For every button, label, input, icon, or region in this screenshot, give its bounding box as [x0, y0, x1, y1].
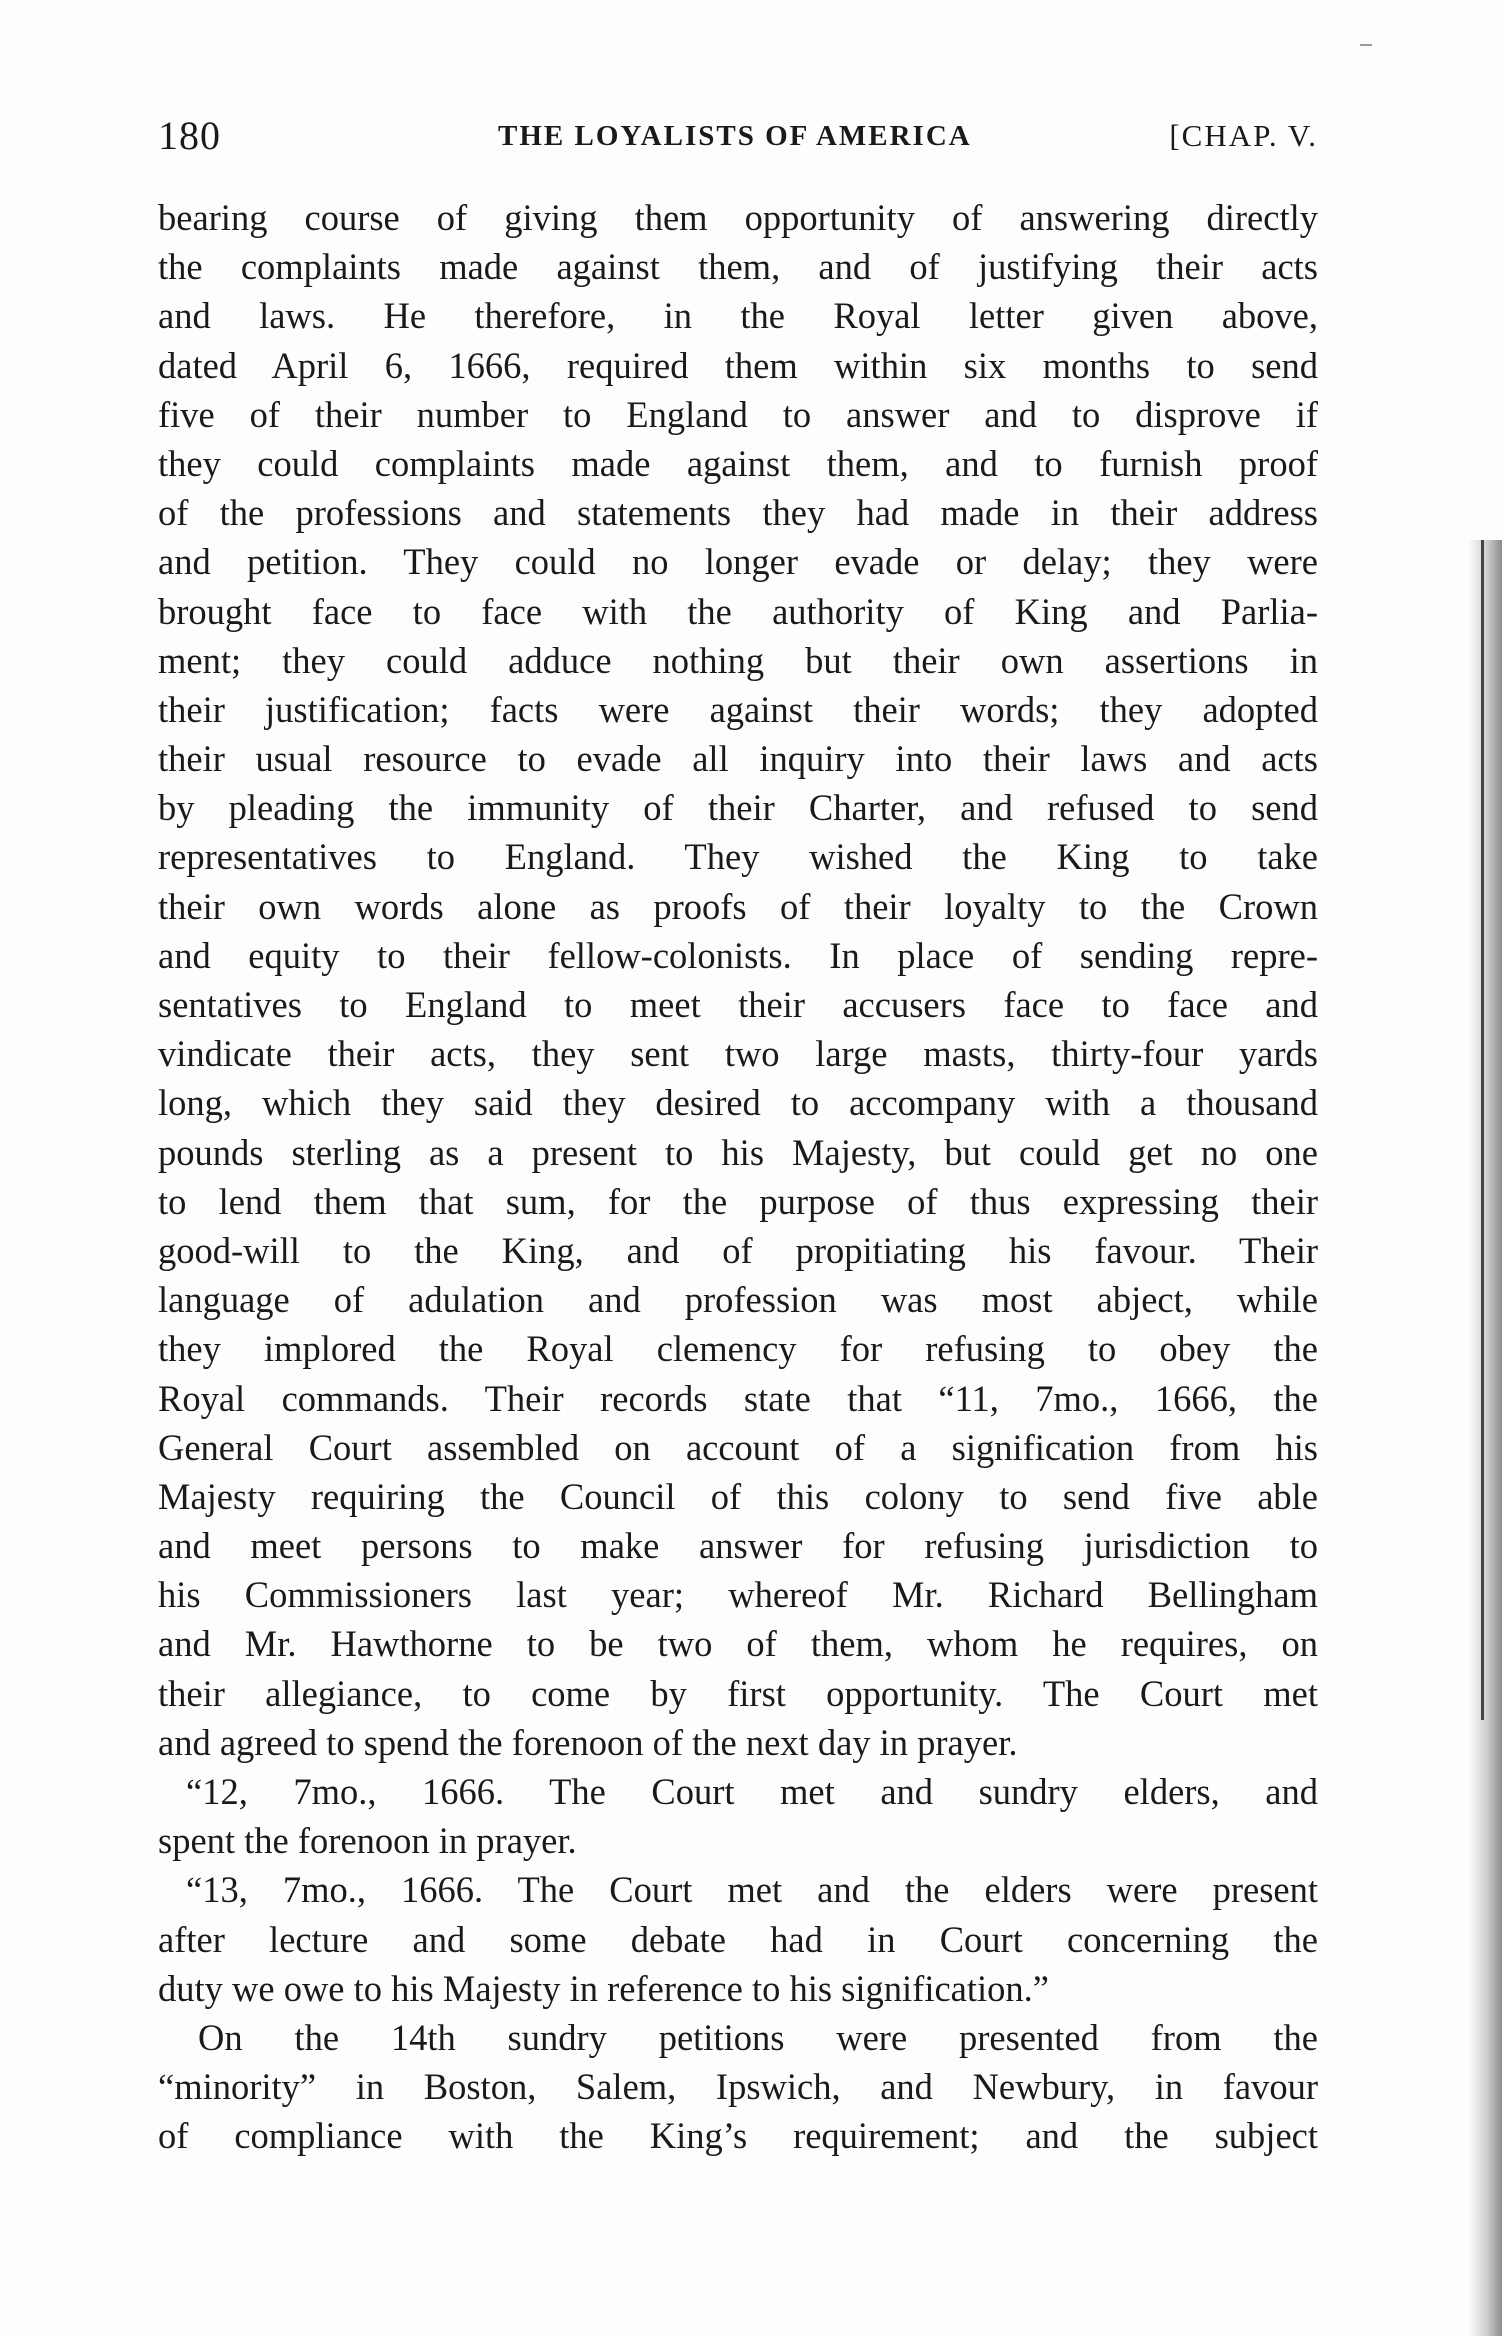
text-line: Majesty requiring the Council of this colony to send five able: [158, 1475, 1318, 1517]
text-line: Royal commands. Their records state that “11, 7mo., 1666, the: [158, 1377, 1318, 1419]
text-line: by pleading the immunity of their Charter, and refused to send: [158, 787, 1318, 829]
text-line: they could complaints made against them, and to furnish proof: [158, 442, 1318, 484]
text-line: and agreed to spend the forenoon of the next day in prayer.: [158, 1721, 1018, 1763]
text-line: spent the forenoon in prayer.: [158, 1820, 577, 1862]
text-line: On the 14th sundry petitions were presented from the: [198, 2016, 1318, 2058]
text-line: language of adulation and profession was most abject, while: [158, 1279, 1318, 1321]
text-line: long, which they said they desired to accompany with a thousand: [158, 1082, 1318, 1124]
text-line: pounds sterling as a present to his Majesty, but could get no one: [158, 1131, 1318, 1173]
text-line: good-will to the King, and of propitiating his favour. Their: [158, 1229, 1318, 1271]
text-line: General Court assembled on account of a signification from his: [158, 1426, 1318, 1468]
body-text: [158, 193, 1318, 2161]
scan-mark: [1360, 44, 1372, 46]
text-line: their own words alone as proofs of their loyalty to the Crown: [158, 885, 1318, 927]
text-line: to lend them that sum, for the purpose of thus expressing their: [158, 1180, 1318, 1222]
text-line: and Mr. Hawthorne to be two of them, whom he requires, on: [158, 1623, 1318, 1665]
text-line: after lecture and some debate had in Court concerning the: [158, 1918, 1318, 1960]
text-line: vindicate their acts, they sent two large masts, thirty-four yards: [158, 1033, 1318, 1075]
text-line: dated April 6, 1666, required them within six months to send: [158, 344, 1318, 386]
running-head: [158, 112, 1318, 162]
text-line: they implored the Royal clemency for refusing to obey the: [158, 1328, 1318, 1370]
text-line: and petition. They could no longer evade or delay; they were: [158, 541, 1318, 583]
text-line: duty we owe to his Majesty in reference to his signification.”: [158, 1967, 1049, 2009]
chapter-label: [CHAP. V.: [1169, 118, 1318, 153]
text-line: five of their number to England to answer and to disprove if: [158, 393, 1318, 435]
text-line: and meet persons to make answer for refusing jurisdiction to: [158, 1525, 1318, 1567]
text-line: bearing course of giving them opportunity of answering directly: [158, 197, 1318, 238]
text-line: and laws. He therefore, in the Royal letter given above,: [158, 295, 1318, 337]
page-edge-line: [1481, 540, 1484, 1720]
text-line: “12, 7mo., 1666. The Court met and sundry elders, and: [186, 1771, 1318, 1812]
page-number: 180: [158, 113, 221, 158]
page-edge-shadow: [1468, 540, 1502, 2336]
text-line: their allegiance, to come by first opportunity. The Court met: [158, 1672, 1318, 1714]
text-line: brought face to face with the authority of King and Parlia-: [158, 590, 1318, 632]
text-line: their usual resource to evade all inquiry into their laws and acts: [158, 738, 1318, 780]
text-line: representatives to England. They wished the King to take: [158, 836, 1318, 878]
text-line: ment; they could adduce nothing but their own assertions in: [158, 639, 1318, 681]
text-line: of compliance with the King’s requirement; and the subject: [158, 2115, 1318, 2157]
running-title: THE LOYALISTS OF AMERICA: [498, 120, 972, 152]
text-line: their justification; facts were against their words; they adopted: [158, 688, 1318, 730]
text-line: of the professions and statements they had made in their address: [158, 492, 1318, 534]
text-line: his Commissioners last year; whereof Mr. Richard Bellingham: [158, 1574, 1318, 1616]
text-line: the complaints made against them, and of justifying their acts: [158, 246, 1318, 288]
text-line: “13, 7mo., 1666. The Court met and the elders were present: [186, 1869, 1318, 1911]
text-line: sentatives to England to meet their accusers face to face and: [158, 984, 1318, 1025]
text-line: “minority” in Boston, Salem, Ipswich, and Newbury, in favour: [158, 2066, 1318, 2108]
text-line: and equity to their fellow-colonists. In place of sending repre-: [158, 934, 1318, 976]
